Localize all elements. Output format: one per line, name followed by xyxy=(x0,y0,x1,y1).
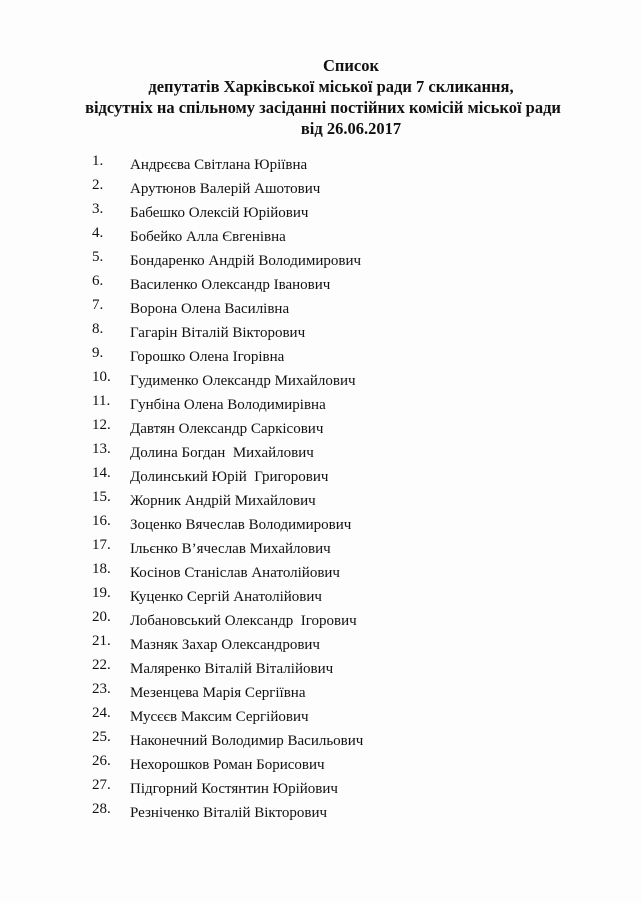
deputy-name: Бобейко Алла Євгенівна xyxy=(130,229,286,245)
list-item-number: 18. xyxy=(92,561,111,577)
document-subtitle-line1: депутатів Харківської міської ради 7 скликання, xyxy=(148,77,514,96)
deputy-name: Гудименко Олександр Михайлович xyxy=(130,373,356,389)
deputy-name: Долинський Юрій Григорович xyxy=(130,469,329,485)
deputy-name: Горошко Олена Ігорівна xyxy=(130,349,285,365)
list-item xyxy=(0,729,600,753)
list-item-number: 15. xyxy=(92,489,111,505)
deputy-name: Нехорошков Роман Борисович xyxy=(130,757,325,773)
list-item xyxy=(0,777,600,801)
deputies-list xyxy=(0,153,600,825)
list-item xyxy=(0,153,600,177)
list-item xyxy=(0,753,600,777)
deputy-name: Підгорний Костянтин Юрійович xyxy=(130,781,338,797)
list-item xyxy=(0,273,600,297)
list-item-number: 9. xyxy=(92,345,104,361)
list-item-number: 24. xyxy=(92,705,111,721)
list-item-number: 17. xyxy=(92,537,111,553)
list-item xyxy=(0,297,600,321)
list-item-number: 12. xyxy=(92,417,111,433)
list-item-number: 4. xyxy=(92,225,104,241)
list-item-number: 16. xyxy=(92,513,111,529)
list-item xyxy=(0,537,600,561)
list-item xyxy=(0,177,600,201)
list-item-number: 28. xyxy=(92,801,111,817)
deputy-name: Зоценко Вячеслав Володимирович xyxy=(130,517,352,533)
list-item-number: 3. xyxy=(92,201,104,217)
list-item xyxy=(0,633,600,657)
list-item xyxy=(0,393,600,417)
document-date: від 26.06.2017 xyxy=(300,119,402,138)
deputy-name: Давтян Олександр Саркісович xyxy=(130,421,324,437)
deputy-name: Ільєнко В’ячеслав Михайлович xyxy=(130,541,331,557)
list-item-number: 26. xyxy=(92,753,111,769)
deputy-name: Куценко Сергій Анатолійович xyxy=(130,589,322,605)
list-item-number: 22. xyxy=(92,657,111,673)
list-item xyxy=(0,249,600,273)
list-item xyxy=(0,489,600,513)
list-item xyxy=(0,225,600,249)
list-item-number: 8. xyxy=(92,321,104,337)
deputy-name: Мезенцева Марія Сергіївна xyxy=(130,685,306,701)
deputy-name: Арутюнов Валерій Ашотович xyxy=(130,181,321,197)
list-item xyxy=(0,585,600,609)
list-item xyxy=(0,513,600,537)
deputy-name: Долина Богдан Михайлович xyxy=(130,445,314,461)
list-item xyxy=(0,465,600,489)
deputy-name: Жорник Андрій Михайлович xyxy=(130,493,316,509)
deputy-name: Гунбіна Олена Володимирівна xyxy=(130,397,326,413)
list-item-number: 25. xyxy=(92,729,111,745)
list-item xyxy=(0,657,600,681)
deputy-name: Резніченко Віталій Вікторович xyxy=(130,805,328,821)
list-item-number: 6. xyxy=(92,273,104,289)
list-item xyxy=(0,369,600,393)
list-item xyxy=(0,201,600,225)
list-item-number: 19. xyxy=(92,585,111,601)
list-item-number: 21. xyxy=(92,633,111,649)
document-subtitle-line2: відсутніх на спільному засіданні постійних комісій міської ради xyxy=(85,98,561,117)
list-item-number: 10. xyxy=(92,369,111,385)
list-item-number: 1. xyxy=(92,153,104,169)
deputy-name: Косінов Станіслав Анатолійович xyxy=(130,565,340,581)
list-item-number: 23. xyxy=(92,681,111,697)
list-item-number: 7. xyxy=(92,297,104,313)
deputy-name: Маляренко Віталій Віталійович xyxy=(130,661,334,677)
deputy-name: Бабешко Олексій Юрійович xyxy=(130,205,309,221)
deputy-name: Лобановський Олександр Ігорович xyxy=(130,613,357,629)
list-item xyxy=(0,705,600,729)
list-item xyxy=(0,321,600,345)
list-item xyxy=(0,417,600,441)
list-item xyxy=(0,345,600,369)
list-item-number: 27. xyxy=(92,777,111,793)
deputy-name: Бондаренко Андрій Володимирович xyxy=(130,253,362,269)
list-item-number: 20. xyxy=(92,609,111,625)
list-item-number: 14. xyxy=(92,465,111,481)
deputy-name: Гагарін Віталій Вікторович xyxy=(130,325,306,341)
list-item xyxy=(0,609,600,633)
list-item-number: 13. xyxy=(92,441,111,457)
list-item xyxy=(0,441,600,465)
deputy-name: Мазняк Захар Олександрович xyxy=(130,637,320,653)
deputy-name: Наконечний Володимир Васильович xyxy=(130,733,364,749)
list-item xyxy=(0,681,600,705)
deputy-name: Мусєєв Максим Сергійович xyxy=(130,709,309,725)
list-item xyxy=(0,801,600,825)
deputy-name: Василенко Олександр Іванович xyxy=(130,277,331,293)
list-item-number: 5. xyxy=(92,249,104,265)
deputy-name: Андрєєва Світлана Юріївна xyxy=(130,157,308,173)
list-item xyxy=(0,561,600,585)
list-item-number: 11. xyxy=(92,393,111,409)
deputy-name: Ворона Олена Василівна xyxy=(130,301,290,317)
document-title: Список xyxy=(322,56,379,75)
list-item-number: 2. xyxy=(92,177,104,193)
